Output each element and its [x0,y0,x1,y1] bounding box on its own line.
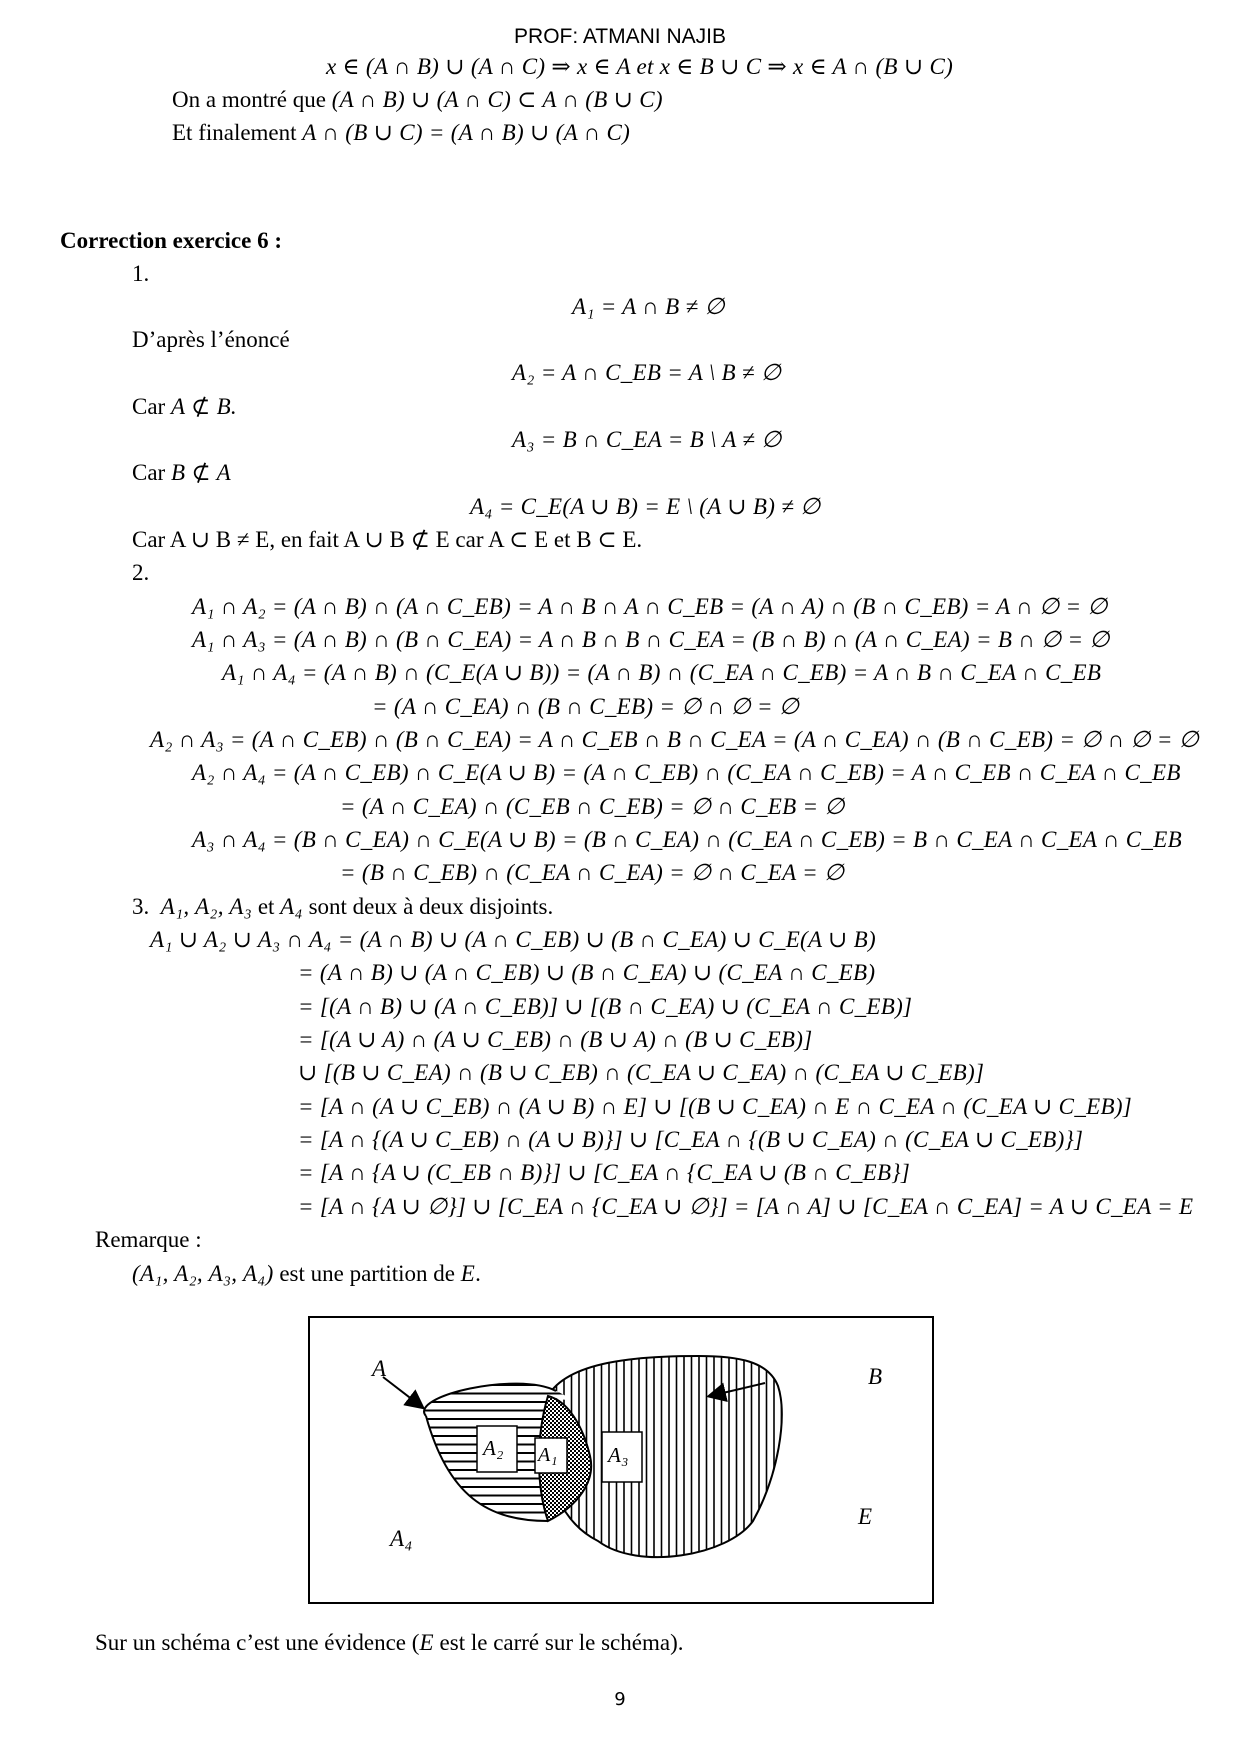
intro-inclusion-line [172,85,663,115]
part3-statement-rest: sont deux à deux disjoints. [302,894,554,919]
remark-period: . [475,1261,481,1286]
part3-number: 3. [132,894,150,919]
part2-line: A₁ ∩ A₄ = (A ∩ B) ∩ (C_E(A ∪ B)) = (A ∩ B) ∩ (C_EA ∩ C_EB) = A ∩ B ∩ C_EA ∩ C_EB [222,660,1102,685]
intro-conclusion-math: A ∩ (B ∪ C) = (A ∩ B) ∪ (A ∩ C) [302,120,631,145]
remark-partition-set: E [460,1261,476,1286]
eq-a1: A₁ = A ∩ B ≠ ∅ [572,294,725,319]
part3-line: = (A ∩ B) ∪ (A ∩ C_EB) ∪ (B ∩ C_EA) ∪ (C_EA ∩ C_EB) [298,960,876,985]
conclusion-text-end: est le carré sur le schéma). [433,1630,684,1655]
section-title: Correction exercice 6 : [60,228,283,253]
part3-line: = [A ∩ {A ∪ ∅}] ∪ [C_EA ∩ {C_EA ∪ ∅}] = [A ∩ A] ∪ [C_EA ∩ C_EA] = A ∪ C_EA = E [298,1194,1194,1219]
part2-line: A₁ ∩ A₂ = (A ∩ B) ∩ (A ∩ C_EB) = A ∩ B ∩ A ∩ C_EB = (A ∩ A) ∩ (B ∩ C_EB) = A ∩ ∅ = ∅ [192,594,1108,619]
eq-a4: A₄ = C_E(A ∪ B) = E \ (A ∪ B) ≠ ∅ [470,494,821,519]
part2-line: A₂ ∩ A₃ = (A ∩ C_EB) ∩ (B ∩ C_EA) = A ∩ C_EB ∩ B ∩ C_EA = (A ∩ C_EA) ∩ (B ∩ C_EB) = ∅ ∩ ∅ = ∅ [150,727,1200,752]
part2-line: = (B ∩ C_EB) ∩ (C_EA ∩ C_EA) = ∅ ∩ C_EA = ∅ [340,860,845,885]
label-a: A [372,1356,387,1381]
intro-implication-line: x ∈ (A ∩ B) ∪ (A ∩ C) ⇒ x ∈ A et x ∈ B ∪ C ⇒ x ∈ A ∩ (B ∪ C) [326,54,954,79]
conclusion-text-start: Sur un schéma c’est une évidence ( [95,1630,420,1655]
part2-number: 2. [132,560,150,585]
part3-statement-a4: A₄ [280,894,303,919]
part3-line: = [A ∩ {(A ∪ C_EB) ∩ (A ∪ B)}] ∪ [C_EA ∩ {(B ∪ C_EA) ∩ (C_EA ∪ C_EB)}] [298,1127,1084,1152]
conclusion-set-e: E [419,1630,434,1655]
label-a3: A₃ [608,1443,629,1467]
label-a4: A₄ [390,1526,413,1551]
remark-title: Remarque : [95,1227,202,1252]
label-a2: A₂ [483,1436,504,1460]
part3-statement [132,892,553,922]
intro-inclusion-text: On a montré que [172,87,332,112]
note-a3-text: Car [132,460,171,485]
part2-line: A₃ ∩ A₄ = (B ∩ C_EA) ∩ C_E(A ∪ B) = (B ∩ C_EA) ∩ (C_EA ∩ C_EB) = B ∩ C_EA ∩ C_EA ∩ C_EB [192,827,1182,852]
part3-line: = [(A ∪ A) ∩ (A ∪ C_EB) ∩ (B ∪ A) ∩ (B ∪ C_EB)] [298,1027,813,1052]
part3-line: ∪ [(B ∪ C_EA) ∩ (B ∪ C_EB) ∩ (C_EA ∪ C_EA) ∩ (C_EA ∪ C_EB)] [298,1060,985,1085]
part3-statement-sets: A₁, A₂, A₃ [160,894,253,919]
part2-line: = (A ∩ C_EA) ∩ (C_EB ∩ C_EB) = ∅ ∩ C_EB = ∅ [340,794,845,819]
part3-line: = [A ∩ {A ∪ (C_EB ∩ B)}] ∪ [C_EA ∩ {C_EA ∪ (B ∩ C_EB}] [298,1160,911,1185]
note-a4: Car A ∪ B ≠ E, en fait A ∪ B ⊄ E car A ⊂ E et B ⊂ E. [132,527,643,552]
note-a2-math: A ⊄ B. [170,394,237,419]
intro-conclusion-line [172,118,630,148]
remark-partition-text: est une partition de [273,1261,461,1286]
remark-partition-tuple: (A₁, A₂, A₃, A₄) [132,1261,274,1286]
intro-conclusion-text: Et finalement [172,120,303,145]
note-a2 [132,392,237,422]
page-header-author: PROF: ATMANI NAJIB [514,25,726,48]
part3-line: A₁ ∪ A₂ ∪ A₃ ∩ A₄ = (A ∩ B) ∪ (A ∩ C_EB) ∪ (B ∩ C_EA) ∪ C_E(A ∪ B) [150,927,876,952]
conclusion-line [95,1628,683,1658]
part2-line: = (A ∩ C_EA) ∩ (B ∩ C_EB) = ∅ ∩ ∅ = ∅ [372,694,800,719]
part3-line: = [(A ∩ B) ∪ (A ∩ C_EB)] ∪ [(B ∩ C_EA) ∪ (C_EA ∩ C_EB)] [298,994,913,1019]
note-a3 [132,458,231,488]
part2-line: A₁ ∩ A₃ = (A ∩ B) ∩ (B ∩ C_EA) = A ∩ B ∩ B ∩ C_EA = (B ∩ B) ∩ (A ∩ C_EA) = B ∩ ∅ = ∅ [192,627,1110,652]
note-a3-math: B ⊄ A [170,460,231,485]
eq-a3: A₃ = B ∩ C_EA = B \ A ≠ ∅ [512,427,782,452]
label-e: E [858,1504,873,1529]
part3-line: = [A ∩ (A ∪ C_EB) ∩ (A ∪ B) ∩ E] ∪ [(B ∪ C_EA) ∩ E ∩ C_EA ∩ (C_EA ∪ C_EB)] [298,1094,1133,1119]
part3-statement-et: et [252,894,281,919]
label-a1: A₁ [538,1444,558,1466]
eq-a2: A₂ = A ∩ C_EB = A \ B ≠ ∅ [512,360,782,385]
part2-line: A₂ ∩ A₄ = (A ∩ C_EB) ∩ C_E(A ∪ B) = (A ∩ C_EB) ∩ (C_EA ∩ C_EB) = A ∩ C_EB ∩ C_EA ∩ C_EB [192,760,1181,785]
label-b: B [868,1364,883,1389]
note-a1: D’après l’énoncé [132,327,290,352]
part1-number: 1. [132,261,150,286]
remark-line [132,1259,481,1289]
venn-diagram [308,1316,934,1604]
note-a2-text: Car [132,394,171,419]
page-number: 9 [614,1689,626,1710]
intro-inclusion-math: (A ∩ B) ∪ (A ∩ C) ⊂ A ∩ (B ∪ C) [331,87,663,112]
